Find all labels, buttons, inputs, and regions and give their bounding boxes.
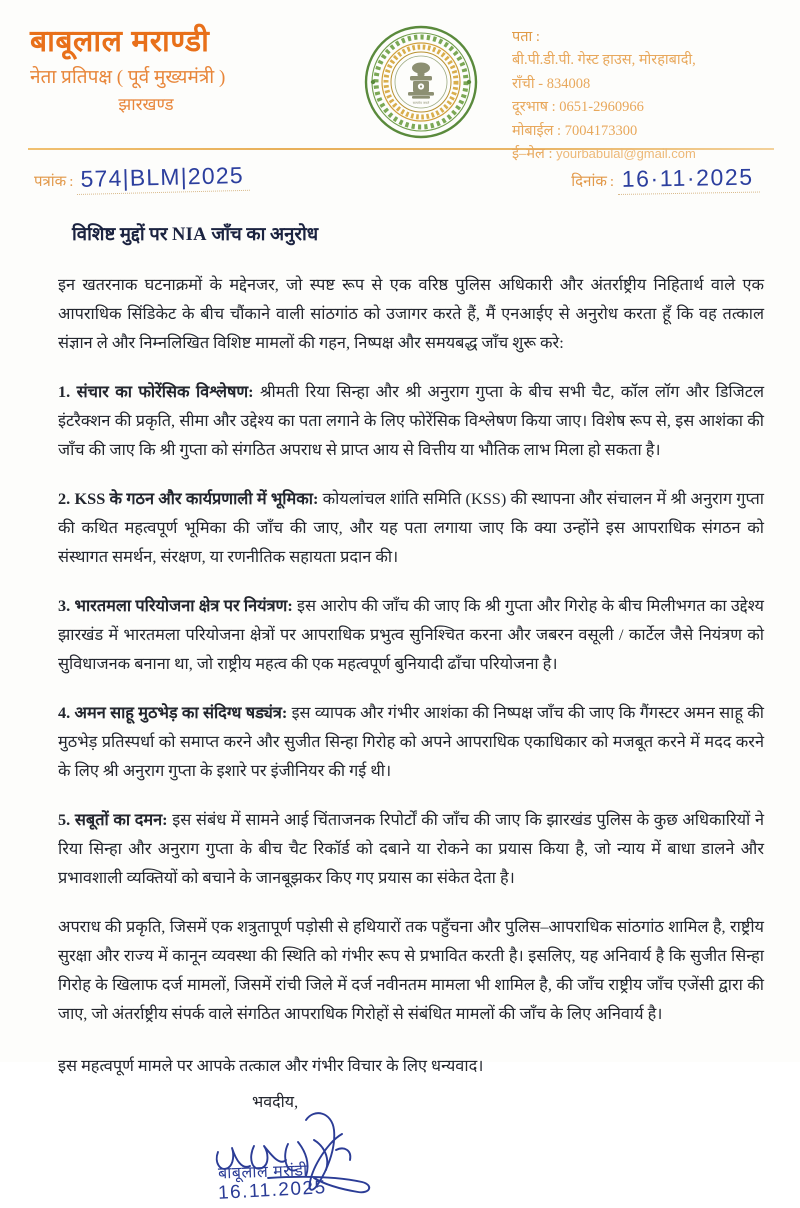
mobile-label: मोबाईल (512, 122, 554, 139)
thanks-paragraph: इस महत्वपूर्ण मामले पर आपके तत्काल और गंभीर विचार के लिए धन्यवाद। (58, 1056, 484, 1075)
point-4 (58, 698, 764, 785)
point-3-heading: भारतमला परियोजना क्षेत्र पर नियंत्रण: (74, 596, 293, 615)
reference-colon: : (69, 174, 74, 190)
point-5-number: 5. (58, 810, 71, 829)
phone-label: दूरभाष (512, 99, 548, 116)
point-3-text: इस आरोप की जाँच की जाए कि श्री गुप्ता और गिरोह के बीच मिलीभगत का उद्देश्य झारखंड में भारतमला परियोजना क्षेत्रों पर आपराधिक प्रभुत्व सुनिश्चित करना और जबरन वसूली / कार्टेल जैसे नियंत्रण को सुविधाजनक बनाना था, जो राष्ट्रीय महत्व की एक महत्वपूर्ण बुनियादी ढाँचा परियोजना है। (58, 596, 764, 673)
svg-text:सत्यमेव जयते: सत्यमेव जयते (412, 101, 430, 105)
subject-line (0, 221, 800, 246)
point-4-number: 4. (58, 703, 71, 722)
email-label: ई–मेल (512, 146, 545, 163)
point-1-number: 1. (58, 382, 71, 401)
signatory-name: बाबूलाल मरांडी (217, 1162, 308, 1183)
point-3-number: 3. (58, 596, 71, 615)
mobile-separator: : (557, 122, 565, 139)
mobile-value: 7004173300 (564, 122, 638, 139)
signature-inner (210, 1090, 440, 1208)
reference-number: 574|BLM|2025 (77, 162, 251, 195)
address-line-1: बी.पी.डी.पी. गेस्ट हाउस, मोरहाबादी, (512, 52, 696, 69)
point-4-text: इस व्यापक और गंभीर आशंका की निष्पक्ष जाँच की जाए कि गैंगस्टर अमन साहू की मुठभेड़ प्रतिस्पर्धा को समाप्त करने और सुजीत सिन्हा गिरोह को अपने आपराधिक एकाधिकार को मजबूत करने में मदद करने के लिए श्री अनुराग गुप्ता के इशारे पर इंजीनियर की गई थी। (58, 703, 765, 780)
point-2-text: कोयलांचल शांति समिति (KSS) की स्थापना और संचालन में श्री अनुराग गुप्ता की कथित महत्वपूर्ण भूमिका की जाँच की जाए, और यह पता लगाया जाए कि क्या उन्होंने इस आपराधिक संगठन को संस्थागत समर्थन, संरक्षण, या रणनीतिक सहायता प्रदान की। (58, 489, 764, 566)
letterhead-address (512, 18, 774, 167)
point-5-heading: सबूतों का दमन: (74, 810, 168, 829)
phone-separator: : (551, 99, 560, 116)
point-2 (58, 484, 764, 571)
point-1-text: श्रीमती रिया सिन्हा और श्री अनुराग गुप्ता के बीच सभी चैट, कॉल लॉग और डिजिटल इंटरैक्शन की प्रकृति, सीमा और उद्देश्य का पता लगाने के लिए फोरेंसिक विश्लेषण किया जाए। विशेष रूप से, इस आशंका की जाँच की जाए कि श्री गुप्ता को संगठित अपराध से प्राप्त आय से वित्तीय या भौतिक लाभ मिला हो सकता है। (58, 382, 764, 459)
signature-block (0, 1090, 800, 1208)
date-value: 16·11·2025 (618, 164, 760, 195)
jharkhand-government-emblem-icon (363, 24, 479, 140)
date-label: दिनांक (571, 174, 607, 190)
email-separator: : (548, 146, 557, 163)
address-line-2: राँची - 834008 (512, 75, 591, 92)
sender-name: बाबूलाल मराण्डी (30, 25, 210, 58)
complimentary-close: भवदीय, (252, 1094, 299, 1111)
letterhead (0, 0, 800, 163)
phone-value: 0651-2960966 (559, 99, 644, 116)
mobile-row (512, 120, 774, 143)
subject-after: जाँच का अनुरोध (206, 225, 319, 245)
intro-paragraph: इन खतरनाक घटनाक्रमों के मद्देनजर, जो स्पष्ट रूप से एक वरिष्ठ पुलिस अधिकारी और अंतर्राष्ट्रीय निहितार्थ वाले एक आपराधिक सिंडिकेट के बीच चौंकाने वाली सांठगांठ को उजागर करते हैं, मैं एनआईए से अनुरोध करता हूँ कि वह तत्काल संज्ञान ले और निम्नलिखित विशिष्ट मामलों की गहन, निष्पक्ष और समयबद्ध जाँच शुरू करे: (58, 275, 764, 352)
conclusion-paragraph: अपराध की प्रकृति, जिसमें एक शत्रुतापूर्ण पड़ोसी से हथियारों तक पहुँचना और पुलिस–आपराधिक सांठगांठ शामिल है, राष्ट्रीय सुरक्षा और राज्य में कानून व्यवस्था की स्थिति को गंभीर रूप से प्रभावित करती है। इसलिए, यह अनिवार्य है कि सुजीत सिन्हा गिरोह के खिलाफ दर्ज मामलों, जिसमें रांची जिले में दर्ज नवीनतम मामला भी शामिल है, की जाँच राष्ट्रीय जाँच एजेंसी द्वारा की जाए, जो अंतर्राष्ट्रीय संपर्क वाले संगठित आपराधिक गिरोहों से संबंधित मामलों की जाँच के लिए अनिवार्य है। (58, 917, 764, 1023)
point-5 (58, 805, 764, 892)
phone-row (512, 96, 774, 119)
letterhead-identity (30, 18, 330, 115)
letter-body (0, 270, 800, 1028)
address-label: पता : (512, 29, 540, 45)
sender-designation: नेता प्रतिपक्ष ( पूर्व मुख्यमंत्री ) (30, 66, 226, 88)
email-value[interactable]: yourbabulal@gmail.com (556, 146, 696, 162)
point-2-heading: KSS के गठन और कार्यप्रणाली में भूमिका: (74, 489, 319, 508)
date-colon: : (609, 174, 615, 190)
point-2-number: 2. (58, 489, 71, 508)
date-group (571, 163, 760, 195)
sender-state: झारखण्ड (118, 95, 174, 115)
point-1 (58, 377, 764, 464)
point-4-heading: अमन साहू मुठभेड़ का संदिग्ध षड्यंत्र: (74, 703, 288, 722)
emblem-container (361, 18, 481, 140)
subject-nia-highlight: NIA (172, 225, 207, 245)
subject-before: विशिष्ट मुद्दों पर (72, 225, 173, 245)
reference-label: पत्रांक (34, 174, 67, 190)
signature-date: 16.11.2025 (217, 1177, 328, 1204)
point-5-text: इस संबंध में सामने आई चिंताजनक रिपोर्टों की जाँच की जाए कि झारखंड पुलिस के कुछ अधिकारियों ने रिया सिन्हा और अनुराग गुप्ता के बीच चैट रिकॉर्ड को दबाने या रोकने का प्रयास किया है, जो न्याय में बाधा डालने और प्रभावशाली व्यक्तियों को बचाने के जानबूझकर किए गए प्रयास का संकेत देता है। (58, 810, 764, 887)
point-1-heading: संचार का फोरेंसिक विश्लेषण: (76, 382, 254, 401)
reference-group (34, 161, 251, 195)
point-3 (58, 591, 764, 678)
